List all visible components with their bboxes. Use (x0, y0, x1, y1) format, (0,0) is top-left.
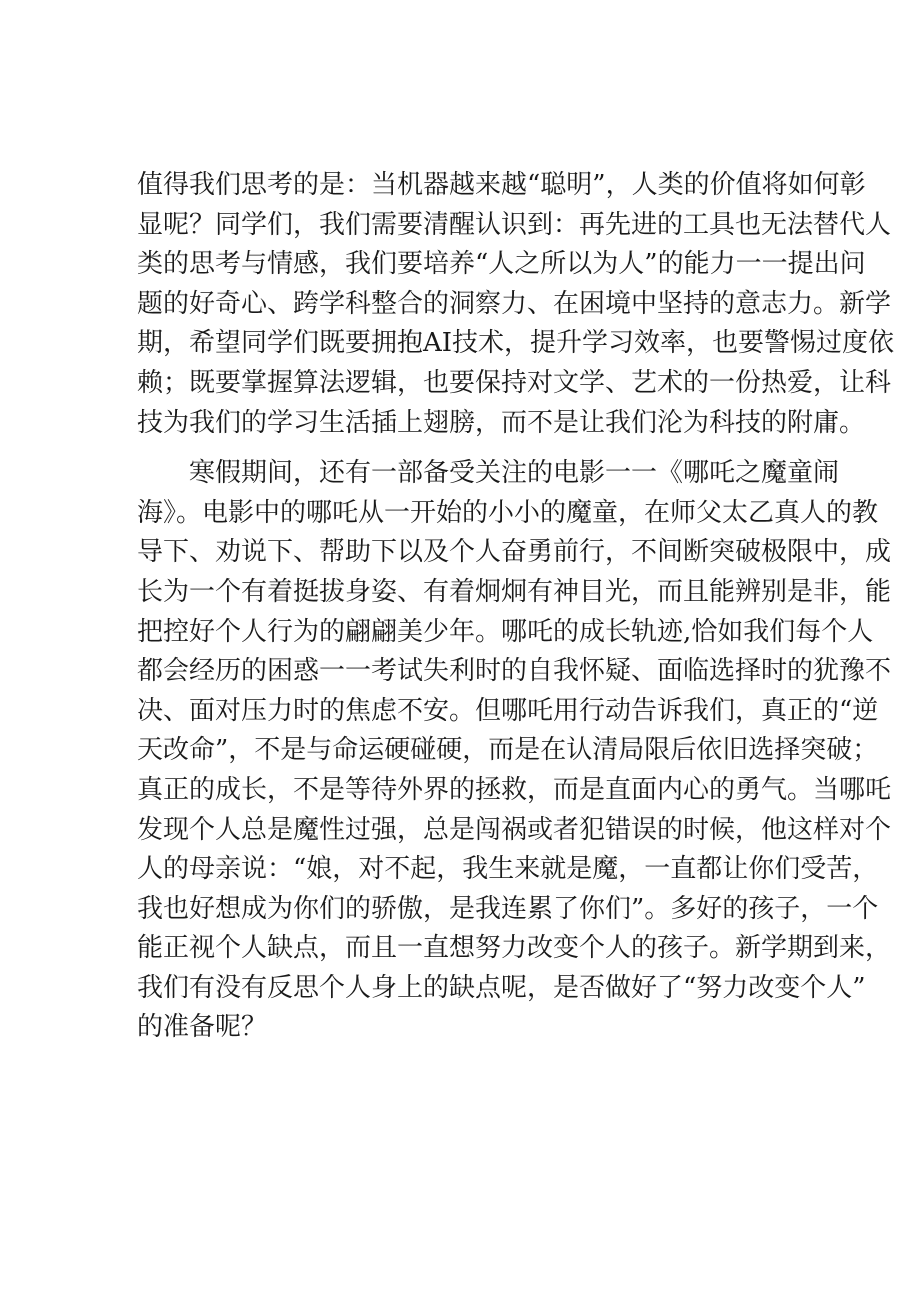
paragraph-2 (137, 454, 892, 1048)
text-line: 题的好奇心、跨学科整合的洞察力、在困境中坚持的意志力。新学 (137, 288, 892, 319)
text-line: 天改命”，不是与命运硬碰硬，而是在认清局限后依旧选择突破； (137, 735, 879, 766)
text-line: 值得我们思考的是：当机器越来越“聪明”，人类的价值将如何彰 (137, 170, 866, 200)
text-line: 能正视个人缺点，而且一直想努力改变个人的孩子。新学期到来， (137, 933, 892, 964)
text-line: 显呢？同学们，我们需要清醒认识到：再先进的工具也无法替代人 (137, 209, 892, 240)
text-line: 真正的成长，不是等待外界的拯救，而是直面内心的勇气。当哪吒 (137, 774, 892, 805)
text-line: 长为一个有着挺拔身姿、有着炯炯有神目光，而且能辨别是非，能 (137, 576, 892, 607)
text-line: 导下、劝说下、帮助下以及个人奋勇前行，不间断突破极限中，成 (137, 537, 892, 568)
text-line: 期，希望同学们既要拥抱AI技术，提升学习效率，也要警惕过度依 (137, 328, 895, 359)
text-line: 我也好想成为你们的骄傲，是我连累了你们”。多好的孩子，一个 (137, 893, 879, 924)
text-line: 技为我们的学习生活插上翅膀，而不是让我们沦为科技的附庸。 (137, 407, 866, 438)
text-line: 把控好个人行为的翩翩美少年。哪吒的成长轨迹,恰如我们每个人 (137, 616, 874, 647)
text-line: 赖；既要掌握算法逻辑，也要保持对文学、艺术的一份热爱，让科 (137, 367, 892, 398)
text-line: 人的母亲说：“娘，对不起，我生来就是魔，一直都让你们受苦， (137, 854, 879, 885)
text-line: 类的思考与情感，我们要培养“人之所以为人”的能力一一提出问 (137, 249, 866, 280)
text-line: 海》。电影中的哪吒从一开始的小小的魔童，在师父太乙真人的教 (137, 497, 879, 528)
text-line: 都会经历的困惑一一考试失利时的自我怀疑、面临选择时的犹豫不 (137, 656, 892, 687)
paragraph-spacer (137, 443, 777, 454)
text-line: 寒假期间，还有一部备受关注的电影一一《哪吒之魔童闹 (137, 458, 840, 489)
text-line: 我们有没有反思个人身上的缺点呢，是否做好了“努力改变个人” (137, 972, 866, 1003)
paragraph-1 (137, 166, 895, 443)
text-line: 决、面对压力时的焦虑不安。但哪吒用行动告诉我们，真正的“逆 (137, 695, 879, 726)
text-line: 发现个人总是魔性过强，总是闯祸或者犯错误的时候，他这样对个 (137, 814, 892, 845)
document-body (137, 166, 895, 1048)
text-line: 的准备呢？ (137, 1012, 268, 1043)
